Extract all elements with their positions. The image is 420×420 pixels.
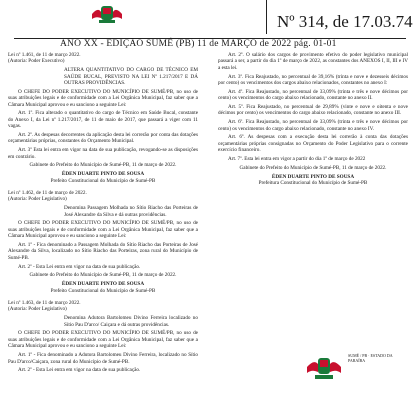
law-article: Art. 2º - Esta Lei entra em vigor na data de sua publicação.	[18, 367, 141, 374]
signature-name: ÉDEN DUARTE PINTO DE SOUSA	[61, 171, 145, 178]
law-gabinete: Gabinete do Prefeito do Município de Sumé-PB, 11 de março de 2022.	[29, 162, 177, 169]
signature-role: Prefeito Constitucional do Município de Sumé-PB	[50, 287, 156, 294]
law-ementa: ALTERA QUANTITATIVO DO CARGO DE TÉCNICO EM SAÚDE BUCAL, PREVISTO NA LEI Nº 1.217/2017 E DÁ OUTRAS PROVIDÊNCIAS.	[64, 67, 198, 87]
law-title: Lei nº 1.461, de 11 de março 2022.	[8, 52, 81, 58]
law-article: Art. 3º Esta lei entra em vigor na data de sua publicação, revogando-se as disposições em contrário.	[8, 147, 198, 160]
seal-caption: SUMÉ / PB · ESTADO DA PARAÍBA	[348, 353, 393, 363]
law-article: Art. 5º. Fica Reajustado, no percentual de 29,89% (vinte e nove e oitenta e nove décimos por cento) os vencimentos do cargo abaixo relacionado, constante no anexo III.	[218, 104, 408, 117]
law-author: (Autoria: Poder Legislativo)	[8, 196, 67, 203]
law-article: Art. 1º. Fica alterado o quantitativo do cargo de Técnico em Saúde Bucal, constante do Anexo I, da Lei nº 1.217/2017, de 11 de maio de 2017, que passará a viger com 11 vagas.	[8, 110, 198, 130]
law-article: Art. 2º - Esta Lei entra em vigor na data de sua publicação.	[18, 263, 141, 270]
municipal-logo-icon	[90, 4, 124, 24]
masthead	[0, 0, 420, 38]
issue-number: Nº 314, de 17.03.74	[277, 12, 413, 31]
law-article: Art. 7º. Esta lei entra em vigor a partir do dia 1º de março de 2022	[228, 156, 366, 163]
coat-of-arms-icon	[304, 355, 344, 383]
law-preamble: O CHEFE DO PODER EXECUTIVO DO MUNICÍPIO DE SUMÉ/PB, no uso de suas atribuições legais e de conformidade com a Lei Orgânica Municipal, faz saber que a Câmara Municipal aprovou e eu sanciono a seguinte Lei:	[8, 220, 198, 240]
law-article: Art. 4º. Fica Reajustado, no percentual de 33,09% (trinta e três e nove décimos por cento) os vencimentos do cargo abaixo relacionado, constante no anexo II.	[218, 88, 408, 102]
law-author: (Autoria: Poder Legislativo)	[8, 306, 67, 313]
signature-role: Prefeito Constitucional do Município de Sumé-PB	[50, 177, 156, 184]
law-article: Art. 2º. As despesas decorrentes da aplicação desta lei correrão por conta das dotações orçamentárias próprias, constantes do Orçamento Municipal.	[8, 132, 198, 145]
right-column	[218, 52, 408, 186]
law-gabinete: Gabinete do Prefeito do Município de Sumé-PB, 11 de março de 2022.	[239, 164, 387, 171]
law-title: Lei nº 1.462, de 11 de março de 2022.	[8, 190, 87, 197]
law-article: Art. 6º. Fica Reajustado, no percentual de 33,09% (trinta e três e nove décimos por cento) os vencimentos do cargo abaixo relacionado, constante no anexo IV.	[218, 119, 408, 132]
law-title: Lei nº 1.463, de 11 de março 2022.	[8, 300, 81, 307]
edition-line: ANO XX - EDIÇÃO SUMÉ (PB) 11 de MARÇO de 2022 pág. 01-01	[60, 39, 337, 49]
signature-name: ÉDEN DUARTE PINTO DE SOUSA	[61, 281, 145, 288]
law-gabinete: Gabinete do Prefeito do Município de Sumé-PB, 11 de março de 2022.	[29, 272, 177, 279]
issue-box	[266, 0, 420, 34]
signature-role: Prefeitura Constitucional do Município de Sumé-PB	[258, 180, 368, 187]
law-preamble: O CHEFE DO PODER EXECUTIVO DO MUNICÍPIO DE SUMÉ/PB, no uso de suas atribuições legais e de conformidade com a Lei Orgânica Municipal, faz saber que a Câmara Municipal aprovou e eu sanciono a seguinte Lei:	[8, 330, 198, 350]
law-article: Art. 6º. As despesas com a execução desta lei correrão à conta das dotações orçamentárias próprias consignadas no Orçamento do Poder Legislativo para o corrente exercício financeiro.	[218, 134, 408, 154]
law-article: Art. 1º - Fica denominado a Adutora Bartolomeu Divino Ferreira, localizado no Sítio Pau D'arco/Caiçara, zona rural do Município de Sumé-PB.	[8, 352, 198, 365]
law-author: (Autoria: Poder Executivo)	[8, 58, 65, 65]
law-article: Art. 2º. O salário dos cargos de provimento efetivo do poder legislativo municipal passará a ser, a partir do dia 1º de março de 2022, as constantes dos ANEXOS I, II, III e IV a esta lei.	[218, 52, 408, 71]
signature-name: ÉDEN DUARTE PINTO DE SOUSA	[271, 173, 355, 180]
left-column	[8, 52, 198, 376]
law-article: Art. 3º. Fica Reajustado, no percentual de 39,16% (trinta e nove e dezesseis décimos por cento) os vencimentos dos cargos abaixo relacionados, constantes no anexo I:	[218, 73, 408, 87]
law-ementa: Denomina Adutora Bartolomeu Divino Ferreira localizado no Sítio Pau D'arco/ Caiçara e dá outras providências.	[64, 315, 198, 328]
law-preamble: O CHEFE DO PODER EXECUTIVO DO MUNICÍPIO DE SUMÉ/PB, no uso de suas atribuições legais e de conformidade com a Lei Orgânica Municipal, faz saber que a Câmara Municipal aprovou e eu sanciono a seguinte Lei:	[8, 88, 198, 108]
law-ementa: Denomina Passagem Molhada no Sítio Riacho das Porteiras de José Alexandre da Silva e dá outras providências.	[64, 205, 198, 218]
law-article: Art. 1º - Fica denominado a Passagem Molhada do Sítio Riacho das Porteiras de José Alexandre da Silva, localizado no Sítio Riacho das Porteiras, zona rural do Município de Sumé-PB.	[8, 242, 198, 261]
